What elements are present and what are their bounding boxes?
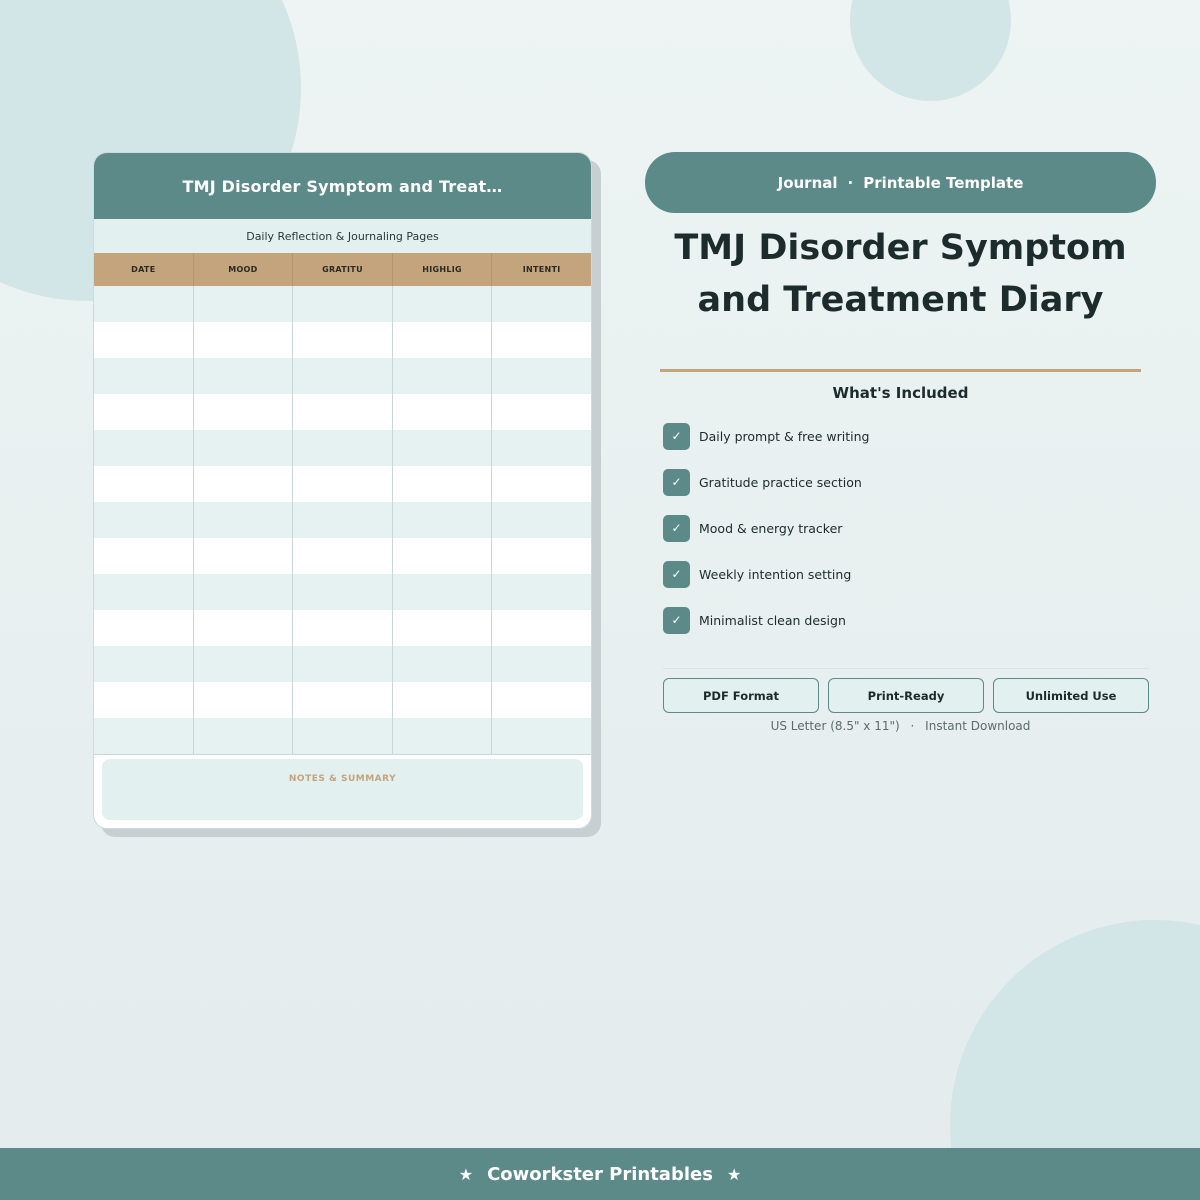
feature-label: Daily prompt & free writing [699,428,870,444]
table-cell [492,610,591,646]
feature-item [663,468,869,496]
table-cell [94,394,194,430]
footer-banner [0,1148,1200,1200]
table-cell [492,322,591,358]
category-separator: · [847,173,854,192]
preview-table-body [94,286,591,754]
product-title [645,222,1156,326]
table-cell [293,502,393,538]
table-cell [492,646,591,682]
meta-separator: · [910,719,915,733]
checkmark-icon: ✓ [663,607,690,634]
table-cell [194,574,294,610]
product-title-line-1: TMJ Disorder Symptom [674,228,1127,268]
table-cell [492,430,591,466]
table-cell [194,682,294,718]
table-cell [393,682,493,718]
title-divider [660,369,1141,372]
table-cell [293,682,393,718]
footer-brand-name: Coworkster Printables [487,1163,713,1185]
preview-table-header [94,253,591,286]
preview-sheet [93,152,592,829]
table-cell [94,538,194,574]
table-cell [194,394,294,430]
table-cell [393,718,493,754]
column-header-date: DATE [94,253,194,286]
table-row [94,286,591,322]
table-cell [393,610,493,646]
table-cell [94,646,194,682]
print-ready-badge: Print-Ready [828,678,984,713]
table-cell [293,430,393,466]
star-icon: ★ [458,1164,474,1184]
notes-section [94,754,591,820]
table-cell [293,574,393,610]
table-cell [393,538,493,574]
table-cell [94,322,194,358]
table-cell [393,358,493,394]
table-cell [393,466,493,502]
column-header-highlight: HIGHLIG [393,253,493,286]
table-cell [94,466,194,502]
table-cell [94,682,194,718]
feature-item [663,422,869,450]
table-row [94,574,591,610]
table-row [94,466,591,502]
column-header-intention: INTENTI [522,265,561,274]
category-label: Journal [777,173,838,192]
table-row [94,358,591,394]
table-cell [94,358,194,394]
table-cell [393,502,493,538]
star-icon: ★ [726,1164,742,1184]
table-row [94,646,591,682]
table-cell [194,322,294,358]
table-cell [194,646,294,682]
table-cell [492,502,591,538]
table-cell [293,610,393,646]
table-row [94,610,591,646]
whats-included-heading: What's Included [832,384,969,402]
feature-item [663,560,869,588]
table-cell [393,286,493,322]
table-cell [94,502,194,538]
table-row [94,394,591,430]
table-cell [194,538,294,574]
table-cell [194,718,294,754]
notes-summary-label: NOTES & SUMMARY [288,774,397,784]
table-cell [492,358,591,394]
table-cell [293,538,393,574]
table-cell [492,286,591,322]
table-row [94,538,591,574]
feature-label: Weekly intention setting [699,566,852,582]
table-cell [492,682,591,718]
table-cell [293,286,393,322]
table-row [94,718,591,754]
table-row [94,502,591,538]
table-cell [94,718,194,754]
feature-label: Gratitude practice section [699,474,862,490]
table-cell [194,430,294,466]
table-cell [492,718,591,754]
table-cell [194,286,294,322]
table-cell [393,574,493,610]
notes-summary-box [102,759,583,820]
table-row [94,682,591,718]
preview-subtitle: Daily Reflection & Journaling Pages [94,219,591,253]
table-cell [293,358,393,394]
unlimited-use-badge: Unlimited Use [993,678,1149,713]
table-row [94,322,591,358]
table-cell [293,646,393,682]
table-cell [492,538,591,574]
checkmark-icon: ✓ [663,423,690,450]
table-cell [393,322,493,358]
product-title-line-2: and Treatment Diary [697,280,1104,320]
table-cell [94,286,194,322]
feature-item [663,606,869,634]
column-header-mood: MOOD [194,253,294,286]
product-meta [645,719,1156,733]
table-row [94,430,591,466]
checkmark-icon: ✓ [663,561,690,588]
preview-header-title: TMJ Disorder Symptom and Treat… [94,153,591,219]
table-cell [94,574,194,610]
table-cell [293,718,393,754]
table-cell [194,466,294,502]
format-badges [663,678,1149,713]
feature-list [663,422,869,652]
table-cell [393,430,493,466]
table-cell [393,394,493,430]
table-cell [293,466,393,502]
table-cell [492,466,591,502]
table-cell [94,430,194,466]
delivery-text: Instant Download [925,719,1031,733]
feature-label: Minimalist clean design [699,612,846,628]
decorative-circle-top-right [850,0,1011,101]
table-cell [393,646,493,682]
table-cell [194,358,294,394]
page-size-text: US Letter (8.5" x 11") [770,719,900,733]
feature-label: Mood & energy tracker [699,520,843,536]
feature-item [663,514,869,542]
template-type-label: Printable Template [863,173,1024,192]
category-pill [645,152,1156,213]
table-cell [194,502,294,538]
checkmark-icon: ✓ [663,515,690,542]
column-header-gratitude: GRATITU [293,253,393,286]
table-cell [94,610,194,646]
table-cell [293,322,393,358]
pdf-format-badge: PDF Format [663,678,819,713]
table-cell [293,394,393,430]
checkmark-icon: ✓ [663,469,690,496]
badges-separator [663,668,1149,669]
table-cell [492,394,591,430]
table-cell [194,610,294,646]
table-cell [492,574,591,610]
